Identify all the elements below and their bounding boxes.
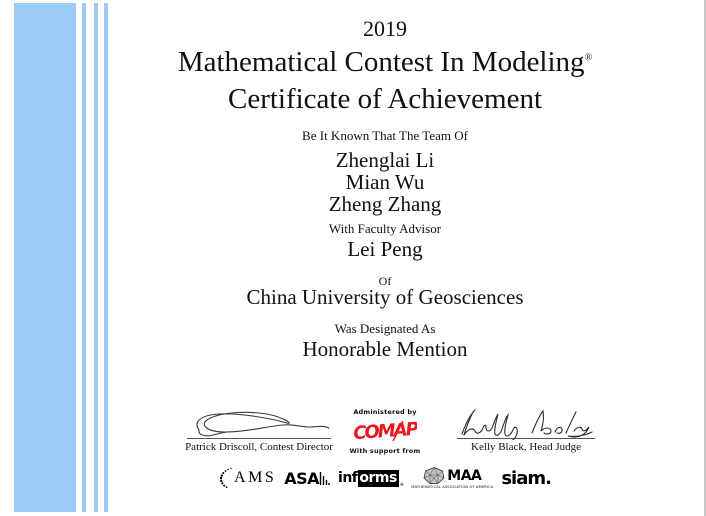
team-member-name: Zheng Zhang — [328, 192, 442, 216]
signature-line — [187, 438, 331, 439]
informs-logo-prefix: inf — [338, 470, 358, 486]
certificate-title — [110, 46, 660, 79]
head-judge-signature-block — [455, 406, 597, 453]
left-stripe-thin-3 — [104, 3, 108, 512]
maa-polyhedron-icon — [423, 467, 445, 484]
siam-logo-text: siam. — [501, 467, 551, 489]
team-member-name: Mian Wu — [345, 170, 425, 194]
registered-trademark-mark: ® — [584, 52, 593, 64]
left-stripe-band — [14, 3, 76, 512]
informs-logo-boxed-text: orms — [359, 469, 397, 486]
team-intro-text: Be It Known That The Team Of — [302, 128, 468, 143]
advisor-intro-text: With Faculty Advisor — [328, 221, 442, 236]
comap-logo-text: COMAP — [353, 418, 417, 445]
head-judge-label: Kelly Black, Head Judge — [471, 441, 581, 453]
comap-logo-icon — [353, 417, 417, 445]
sponsor-logos-row — [230, 463, 551, 493]
contest-director-label: Patrick Driscoll, Contest Director — [185, 441, 333, 453]
administered-by-label: Administered by — [353, 408, 417, 416]
maa-logo-text: MAA — [447, 467, 482, 484]
ams-logo — [219, 467, 276, 489]
ams-logo-text: AMS — [234, 469, 277, 486]
head-judge-signature-icon — [456, 406, 596, 440]
certificate-year: 2019 — [363, 16, 407, 41]
left-stripe-thin-1 — [82, 3, 86, 512]
informs-registered-mark: ® — [399, 481, 404, 487]
institution-name: China University of Geosciences — [246, 285, 524, 309]
asa-logo — [284, 469, 330, 488]
team-member-name: Zhenglai Li — [335, 148, 435, 172]
asa-distribution-icon — [319, 471, 330, 486]
certificate-subtitle: Certificate of Achievement — [227, 83, 543, 115]
siam-logo — [501, 468, 551, 489]
advisor-name: Lei Peng — [347, 237, 423, 261]
support-from-label: With support from — [349, 447, 421, 455]
contest-director-signature-block — [185, 406, 333, 453]
certificate-title-text: Mathematical Contest In Modeling — [177, 46, 585, 78]
contest-director-signature-icon — [185, 406, 333, 440]
of-label: Of — [378, 274, 392, 288]
comap-block — [345, 408, 425, 455]
informs-logo — [338, 470, 403, 487]
maa-logo — [411, 467, 493, 489]
left-stripe-thin-2 — [94, 3, 98, 512]
signature-line — [457, 438, 595, 439]
maa-caption-text: MATHEMATICAL ASSOCIATION OF AMERICA — [411, 485, 494, 489]
designation-text: Honorable Mention — [302, 337, 468, 361]
asa-logo-text: ASA — [284, 468, 320, 488]
designation-intro-text: Was Designated As — [334, 321, 436, 336]
ams-dots-arc-icon — [219, 467, 233, 489]
